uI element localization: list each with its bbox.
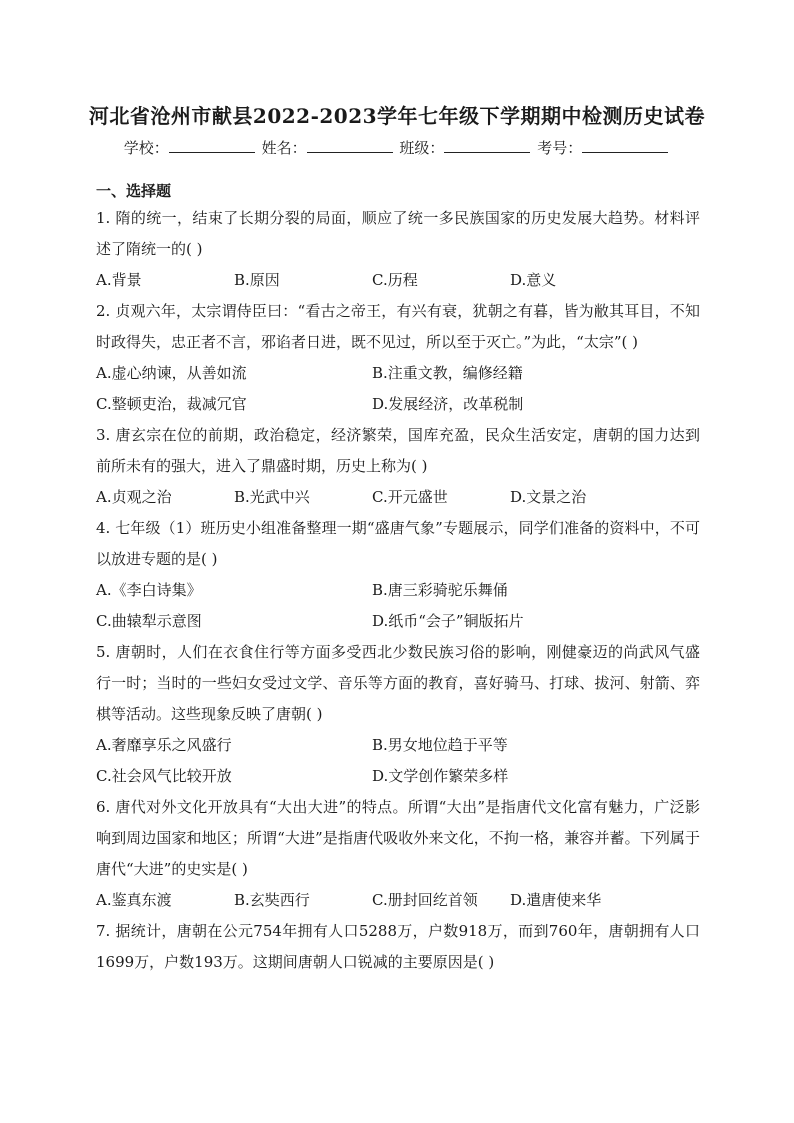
option[interactable]: A.虚心纳谏，从善如流 (96, 364, 247, 382)
question-text: 2. 贞观六年，太宗谓侍臣曰：“看古之帝王，有兴有衰，犹朝之有暮，皆为敝其耳目，不知时政得失，忠正者不言，邪谄者日进，既不见过，所以至于灭亡。”为此，“太宗”( ) (96, 302, 700, 351)
number-blank[interactable] (582, 138, 668, 153)
option-row (96, 606, 700, 637)
option[interactable]: D.文景之治 (510, 488, 587, 506)
option[interactable]: D.发展经济，改革税制 (372, 395, 524, 413)
question-text: 7. 据统计，唐朝在公元754年拥有人口5288万，户数918万，而到760年，唐朝拥有人口1699万，户数193万。这期间唐朝人口锐减的主要原因是( ) (96, 922, 700, 971)
question-text: 4. 七年级（1）班历史小组准备整理一期“盛唐气象”专题展示，同学们准备的资料中，不可以放进专题的是( ) (96, 519, 700, 568)
option[interactable]: B.玄奘西行 (234, 891, 310, 909)
name-blank[interactable] (307, 138, 393, 153)
option[interactable]: C.社会风气比较开放 (96, 767, 232, 785)
option[interactable]: A.贞观之治 (96, 488, 172, 506)
question-text: 6. 唐代对外文化开放具有“大出大进”的特点。所谓“大出”是指唐代文化富有魅力，广泛影响到周边国家和地区；所谓“大进”是指唐代吸收外来文化，不拘一格，兼容并蓄。下列属于唐代“大进”的史实是( ) (96, 798, 700, 878)
question-text: 5. 唐朝时，人们在衣食住行等方面多受西北少数民族习俗的影响，刚健豪迈的尚武风气盛行一时；当时的一些妇女受过文学、音乐等方面的教育，喜好骑马、打球、拔河、射箭、弈棋等活动。这些现象反映了唐朝( ) (96, 643, 700, 723)
option-row (96, 885, 700, 916)
section-heading: 一、选择题 (96, 182, 172, 200)
option[interactable]: D.文学创作繁荣多样 (372, 767, 509, 785)
question-text: 1. 隋的统一，结束了长期分裂的局面，顺应了统一多民族国家的历史发展大趋势。材料评述了隋统一的( ) (96, 209, 700, 258)
school-blank[interactable] (169, 138, 255, 153)
questions-list (96, 203, 700, 978)
option[interactable]: C.曲辕犁示意图 (96, 612, 202, 630)
option-row (96, 389, 700, 420)
option[interactable]: B.唐三彩骑驼乐舞俑 (372, 581, 508, 599)
option[interactable]: C.整顿吏治，裁减冗官 (96, 395, 247, 413)
class-blank[interactable] (444, 138, 530, 153)
number-label: 考号： (537, 139, 583, 157)
name-label: 姓名： (261, 139, 307, 157)
option-row (96, 575, 700, 606)
option[interactable]: D.遣唐使来华 (510, 891, 602, 909)
option-row (96, 482, 700, 513)
option[interactable]: C.册封回纥首领 (372, 891, 478, 909)
option[interactable]: A.奢靡享乐之风盛行 (96, 736, 232, 754)
option[interactable]: B.男女地位趋于平等 (372, 736, 508, 754)
page-title: 河北省沧州市献县2022-2023学年七年级下学期期中检测历史试卷 (88, 104, 706, 128)
option[interactable]: D.意义 (510, 271, 557, 289)
class-label: 班级： (399, 139, 445, 157)
option-row (96, 358, 700, 389)
option[interactable]: A.鉴真东渡 (96, 891, 172, 909)
option[interactable]: D.纸币“会子”铜版拓片 (372, 612, 524, 630)
option-row (96, 730, 700, 761)
option[interactable]: A.背景 (96, 271, 142, 289)
option-row (96, 265, 700, 296)
option[interactable]: C.历程 (372, 271, 418, 289)
question-text: 3. 唐玄宗在位的前期，政治稳定，经济繁荣，国库充盈，民众生活安定，唐朝的国力达到前所未有的强大，进入了鼎盛时期，历史上称为( ) (96, 426, 700, 475)
option[interactable]: A.《李白诗集》 (96, 581, 202, 599)
option[interactable]: C.开元盛世 (372, 488, 448, 506)
option[interactable]: B.原因 (234, 271, 280, 289)
student-info-line (0, 137, 794, 158)
option[interactable]: B.注重文教，编修经籍 (372, 364, 523, 382)
school-label: 学校： (123, 139, 169, 157)
option[interactable]: B.光武中兴 (234, 488, 310, 506)
option-row (96, 761, 700, 792)
